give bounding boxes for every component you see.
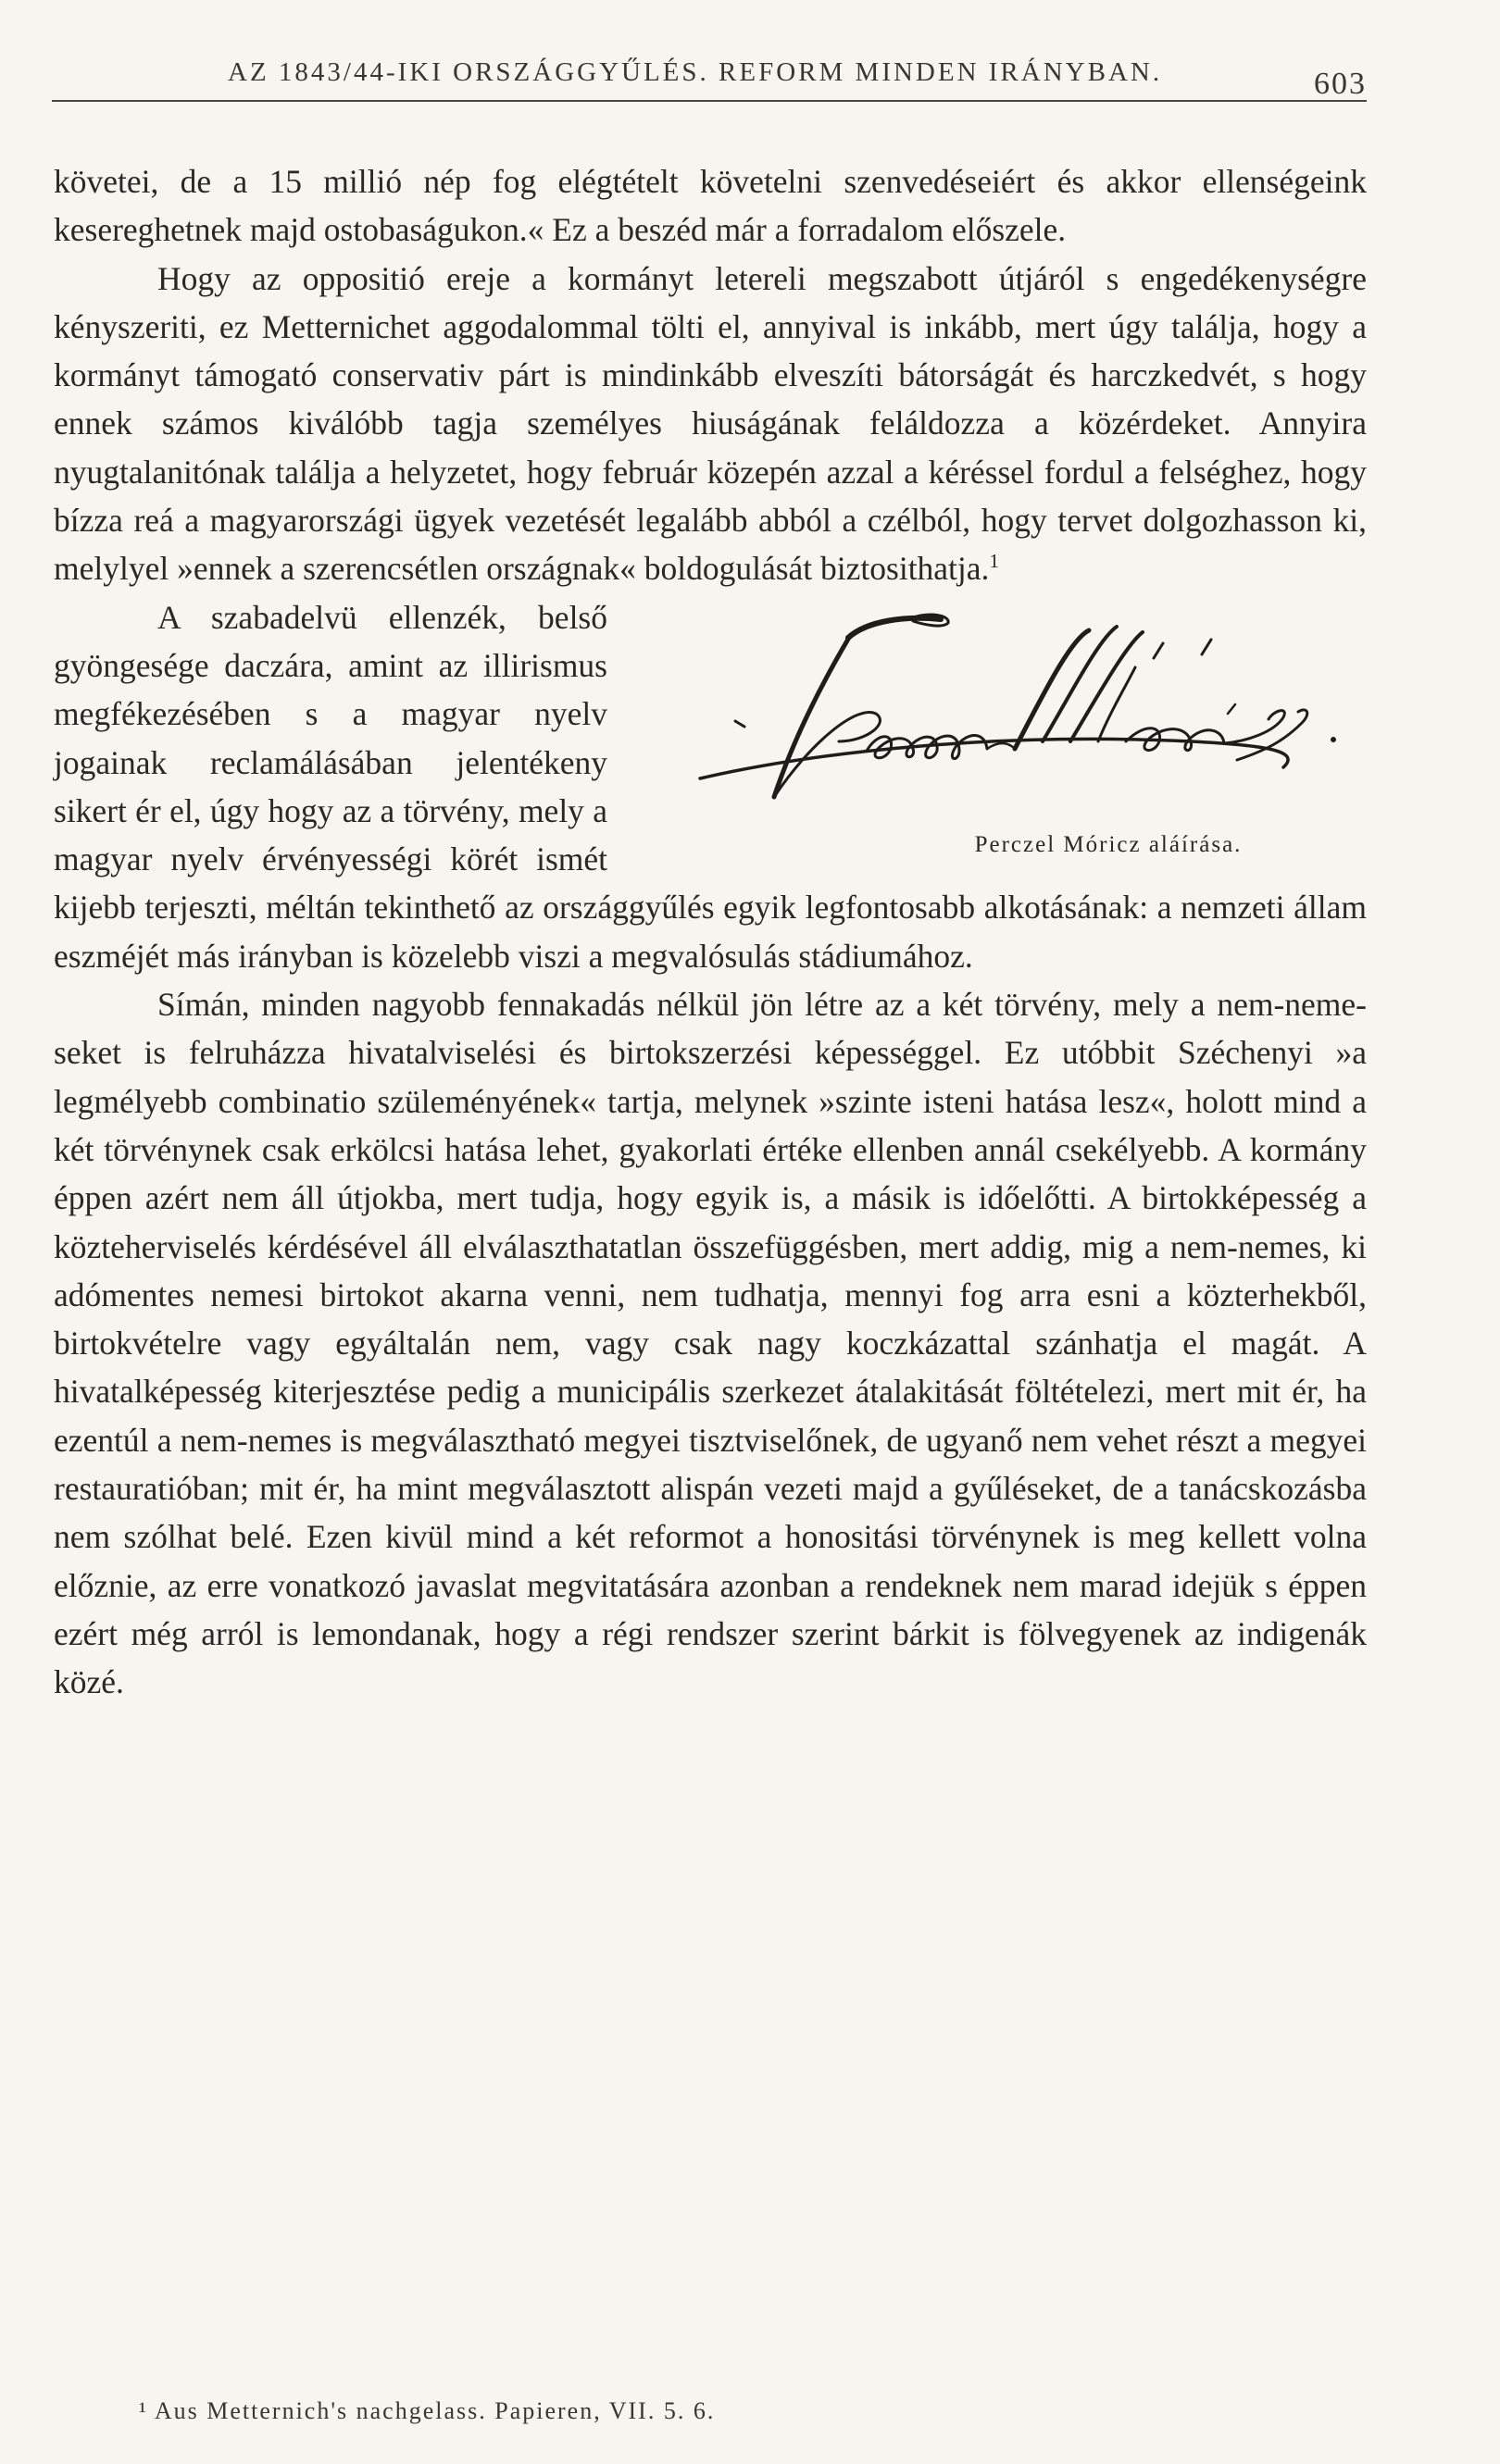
paragraph-2-text: Hogy az oppositió ereje a kormányt letereli megszabott útjáról s engedékenységre kényszeriti, ez Metternichet aggodalommal tölti el, annyival is inkább, mert úgy találja, hogy a kormányt támogató conservativ párt is mindinkább elveszíti bátorságát és harczkedvét, s hogy ennek számos kiválóbb tagja személyes hiuságának feláldozza a közérdeket. Annyira nyugtalanitónak találja a helyzetet, hogy február közepén azzal a kéréssel fordul a felséghez, hogy bízza reá a magyarországi ügyek vezetését legalább abból a czélból, hogy tervet dolgozhasson ki, melylyel »ennek a szerencsétlen országnak« boldogulását biztosithatja.	[54, 259, 1367, 588]
paragraph-3-text: A szabadelvü ellenzék, belső gyöngesége daczára, amint az illirismus megfékezésében s a magyar nyelv jogainak reclamálásában jelentékeny sikert ér el, úgy hogy az a törvény, mely a magyar nyelv érvényességi körét ismét kijebb terjeszti, méltán tekinthető az országgyűlés egyik legfontosabb alkotásának: a nemzeti állam eszméjét más irányban is közelebb viszi a megvalósulás stádiumához.	[54, 598, 1367, 975]
footnote-text: Aus Metternich's nachgelass. Papieren, VII. 5. 6.	[154, 2397, 716, 2424]
page-number: 603	[1314, 67, 1367, 101]
paragraph-2	[54, 255, 1367, 593]
paragraph-3	[54, 593, 1367, 980]
running-title: AZ 1843/44-IKI ORSZÁGGYŰLÉS. REFORM MINDEN IRÁNYBAN.	[228, 57, 1163, 87]
footnote	[139, 2397, 715, 2425]
body-text	[54, 157, 1367, 1707]
paragraph-1: követei, de a 15 millió nép fog elégtételt követelni szenvedéseiért és akkor ellenségeink kesereghetnek majd ostobaságukon.« Ez a beszéd már a forradalom előszele.	[54, 163, 1367, 249]
running-header	[52, 54, 1367, 102]
signature-image	[635, 603, 1367, 825]
signature-figure	[635, 603, 1367, 882]
footnote-marker: ¹	[139, 2397, 148, 2424]
paragraph-4: Símán, minden nagyobb fennakadás nélkül jön létre az a két törvény, mely a nem-nemeseket is felruházza hivatalviselési és birtokszerzési képességgel. Ez utóbbit Széchenyi »a legmélyebb combinatio szüleményének« tartja, melynek »szinte isteni hatása lesz«, holott mind a két törvénynek csak erkölcsi hatása lehet, gyakorlati értéke ellenben annál csekélyebb. A kormány éppen azért nem áll útjokba, mert tudja, hogy egyik is, a másik is időelőtti. A birtokképesség a közteherviselés kérdésével áll elválaszthatatlan összefüggésben, mert addig, mig a nem-nemes, ki adómentes nemesi birtokot akarna venni, nem tudhatja, mennyi fog arra esni a közterhekből, birtokvételre vagy egyáltalán nem, vagy csak nagy koczkázattal szánhatja el magát. A hivatalképesség kiterjesztése pedig a municipális szerkezet átalakitását föltételezi, mert mit ér, ha ezentúl a nem-nemes is megválasztható megyei tisztviselőnek, de ugyanő nem vehet részt a megyei restauratióban; mit ér, ha mint megválasztott alispán vezeti majd a gyűléseket, de a tanácskozásba nem szólhat belé. Ezen kivül mind a két reformot a honositási törvénynek is meg kellett volna előznie, az erre vonatkozó javaslat megvitatására azonban a rendeknek nem marad idejük s éppen ezért még arról is lemondanak, hogy a régi rendszer szerint bárkit is fölvegyenek az indigenák közé.	[54, 986, 1367, 1701]
figure-caption: Perczel Móricz aláírása.	[974, 831, 1243, 857]
footnote-reference: 1	[989, 550, 1000, 573]
